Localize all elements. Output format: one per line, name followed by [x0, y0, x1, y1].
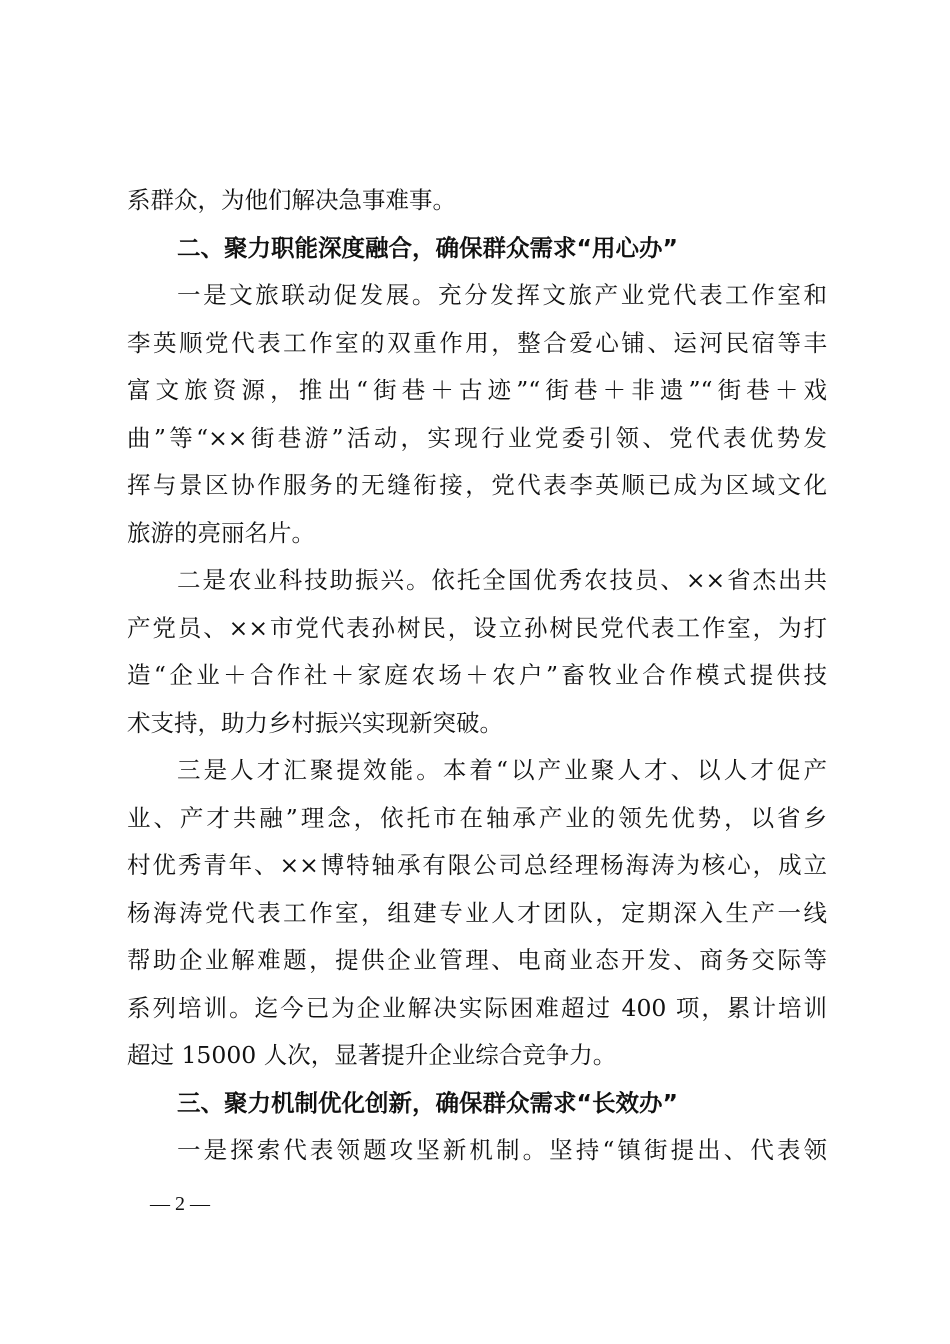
section-heading: 二、聚力职能深度融合，确保群众需求“用心办” — [177, 233, 678, 262]
text-line: 富文旅资源，推出“街巷＋古迹”“街巷＋非遗”“街巷＋戏 — [127, 376, 827, 404]
text-line: 一是探索代表领题攻坚新机制。坚持“镇街提出、代表领 — [177, 1136, 827, 1164]
text-line: 造“企业＋合作社＋家庭农场＋农户”畜牧业合作模式提供技 — [127, 661, 827, 689]
paragraph — [127, 557, 827, 747]
paragraph — [127, 747, 827, 1080]
text-line: 超过 15000 人次，显著提升企业综合竞争力。 — [127, 1041, 617, 1069]
text-line: 曲”等“××街巷游”活动，实现行业党委引领、党代表优势发 — [127, 423, 827, 452]
text-line: 三是人才汇聚提效能。本着“以产业聚人才、以人才促产 — [177, 756, 827, 784]
text-line: 业、产才共融”理念，依托市在轴承产业的领先优势，以省乡 — [127, 803, 827, 832]
text-line: 术支持，助力乡村振兴实现新突破。 — [127, 708, 503, 737]
text-line: 李英顺党代表工作室的双重作用，整合爱心铺、运河民宿等丰 — [127, 328, 827, 357]
text-line: 一是文旅联动促发展。充分发挥文旅产业党代表工作室和 — [177, 281, 827, 309]
text-line: 产党员、××市党代表孙树民，设立孙树民党代表工作室，为打 — [127, 613, 827, 642]
text-line: 系列培训。迄今已为企业解决实际困难超过 400 项，累计培训 — [127, 993, 827, 1022]
paragraph — [127, 1127, 827, 1175]
text-line: 挥与景区协作服务的无缝衔接，党代表李英顺已成为区域文化 — [127, 471, 827, 499]
text-line: 二是农业科技助振兴。依托全国优秀农技员、××省杰出共 — [177, 566, 827, 594]
text-line: 旅游的亮丽名片。 — [127, 518, 315, 547]
text-line: 系群众，为他们解决急事难事。 — [127, 186, 456, 214]
text-line: 杨海涛党代表工作室，组建专业人才团队，定期深入生产一线 — [127, 898, 827, 927]
paragraph — [127, 272, 827, 557]
paragraph — [127, 177, 827, 225]
text-line: 村优秀青年、××博特轴承有限公司总经理杨海涛为核心，成立 — [127, 851, 827, 879]
text-line: 帮助企业解难题，提供企业管理、电商业态开发、商务交际等 — [127, 946, 827, 974]
document-body — [127, 177, 827, 1175]
section-heading: 三、聚力机制优化创新，确保群众需求“长效办” — [177, 1088, 678, 1117]
page-number: — 2 — — [150, 1193, 210, 1215]
